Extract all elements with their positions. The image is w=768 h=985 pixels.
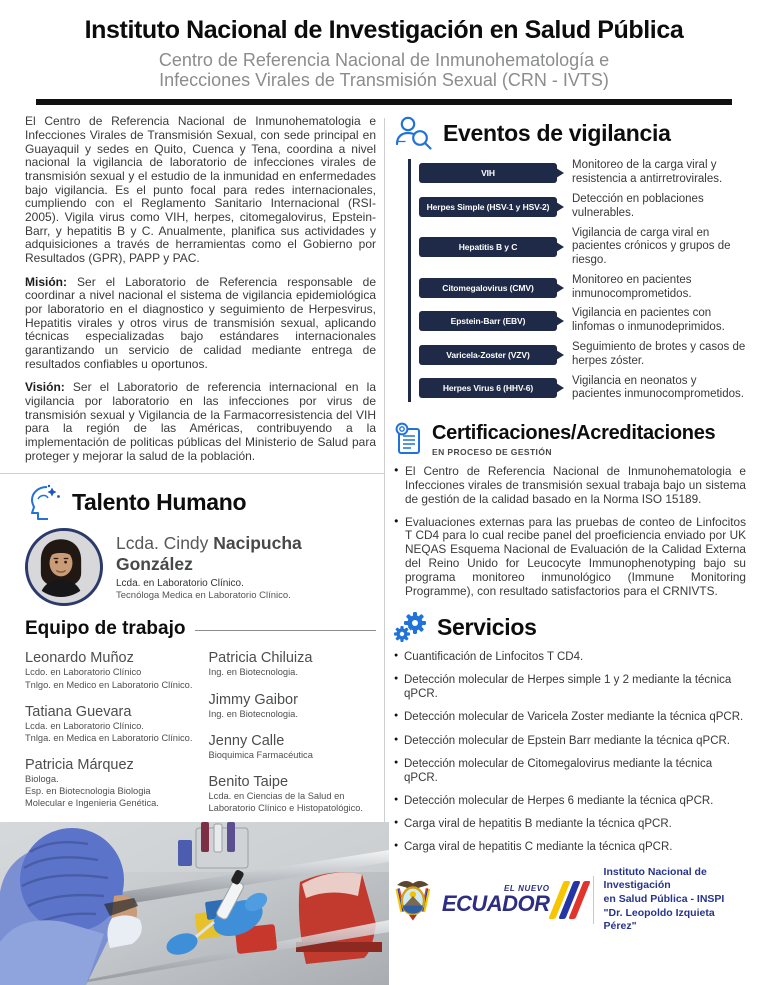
- team-heading-rule: [195, 630, 376, 631]
- event-desc: Seguimiento de brotes y casos de herpes zóster.: [572, 341, 746, 367]
- servicio-item: ● Detección molecular de Epstein Barr mediante la técnica qPCR.: [394, 734, 746, 748]
- member-name: Tatiana Guevara: [25, 703, 132, 720]
- team-column-right: [209, 650, 377, 813]
- footer-separator: [593, 876, 594, 924]
- member-role: Ing. en Biotecnologia.: [208, 708, 298, 719]
- footer-org-line-1: Instituto Nacional de Investigación: [603, 865, 707, 892]
- lead-name-regular: Lcda. Cindy: [116, 533, 214, 554]
- event-label: Herpes Simple (HSV-1 y HSV-2): [426, 201, 550, 212]
- event-tag: [419, 237, 557, 257]
- lead-role-1: Lcda. en Laboratorio Clínico.: [116, 578, 244, 590]
- gears-icon: [394, 612, 428, 642]
- event-tag: [419, 163, 557, 183]
- person-magnifier-icon: [394, 115, 434, 151]
- certificaciones-heading: Certificaciones/Acreditaciones: [432, 422, 716, 445]
- nuevo-ecuador-wordmark: [442, 885, 550, 915]
- lead-role-2: Tecnóloga Medica en Laboratorio Clínico.: [116, 590, 291, 602]
- event-label: Varicela-Zoster (VZV): [446, 349, 530, 360]
- member-role: Tnlga. en Medica en Laboratorio Clínico.: [25, 732, 193, 743]
- intro-paragraph: El Centro de Referencia Nacional de Inmunohematologia e Infecciones Virales de Transmisión Sexual, con sede principal en Guayaquil y sedes en Quito, Cuenca y Tena, coordina a nivel nacional la vigilancia de laboratorio de infecciones virales de transmisión sexual y el estudio de la inmunidad en enfermedades bajo vigilancia. Es el punto focal para redes internacionales, cumpliendo con el Reglamento Sanitario Internacional (RSI-2005). Vigila virus como VIH, herpes, citomegalovirus, Epstein-Barr, y hepatitis B y C. Anualmente, planifica sus actividades y adquisiciones a través de herramientas como el Gobierno por Resultados (GPR), PAPP y PAC.: [25, 114, 376, 266]
- nuevo-ecuador-logo: [442, 881, 583, 919]
- el-nuevo-label: EL NUEVO: [503, 883, 550, 893]
- member-name: Leonardo Muñoz: [25, 650, 134, 667]
- event-row: [419, 159, 746, 187]
- lead-card: [25, 528, 376, 606]
- mision-paragraph: [25, 276, 376, 372]
- right-column: [384, 105, 768, 933]
- talento-heading: Talento Humano: [72, 488, 247, 515]
- ecuador-label: ECUADOR: [441, 890, 550, 916]
- mision-text: Ser el Laboratorio de Referencia responsable de coordinar a nivel nacional el sistema de vigilancia epidemiológica por laboratorio en el diagnostico y seguimiento de Herpesvirus, Hepatitis virales y otros virus de transmisión sexual, aplicando técnicas especializadas bajo estándares internacionales garantizando un servicio de calidad mediante entrega de resultados confiables u oportunos.: [25, 274, 376, 371]
- team-member: [25, 704, 193, 744]
- page-title: Instituto Nacional de Investigación en Salud Pública: [84, 16, 684, 44]
- event-row: [419, 227, 746, 268]
- servicio-item: ● Detección molecular de Herpes simple 1 y 2 mediante la técnica qPCR.: [394, 673, 746, 701]
- member-name: Patricia Chiluiza: [208, 650, 313, 667]
- event-desc: Detección en poblaciones vulnerables.: [572, 192, 704, 219]
- event-desc: Vigilancia en neonatos y pacientes inmunocomprometidos.: [572, 374, 744, 401]
- member-name: Jimmy Gaibor: [208, 691, 298, 708]
- event-desc: Monitoreo en pacientes inmunocomprometidos.: [572, 273, 692, 300]
- eventos-heading: Eventos de vigilancia: [443, 119, 671, 146]
- column-divider: [384, 118, 385, 822]
- member-role: Bioquimica Farmacéutica: [208, 749, 313, 760]
- team-member: [209, 692, 377, 720]
- section-divider: [0, 473, 384, 474]
- footer: [394, 866, 746, 934]
- cert-bullet: ● El Centro de Referencia Nacional de Inmunohematologia e Infecciones virales de transmisión sexual trabaja bajo un sistema de gestión de la calidad basado en la Norma ISO 15189.: [394, 465, 746, 506]
- event-row: [419, 375, 746, 403]
- team-heading-row: [25, 618, 376, 640]
- servicio-item: ● Detección molecular de Varicela Zoster mediante la técnica qPCR.: [394, 710, 746, 724]
- event-tag: [419, 378, 557, 398]
- team-member: [209, 774, 377, 814]
- cindy-portrait-photo: [28, 531, 94, 597]
- member-name: Patricia Márquez: [25, 756, 134, 773]
- servicio-item: ● Carga viral de hepatitis C mediante la técnica qPCR.: [394, 840, 746, 854]
- lead-name-bold: Nacipucha González: [116, 533, 302, 575]
- laboratory-photo: [0, 822, 389, 985]
- member-name: Jenny Calle: [208, 732, 285, 749]
- certificaciones-heading-row: [394, 422, 746, 457]
- team-heading: Equipo de trabajo: [25, 618, 186, 640]
- team-member: [209, 650, 377, 678]
- footer-org-line-2: en Salud Pública - INSPI: [603, 892, 725, 905]
- team-member: [25, 757, 193, 809]
- certificaciones-subheading: EN PROCESO DE GESTIÓN: [432, 447, 552, 458]
- flag-stripes-icon: [548, 881, 590, 919]
- eventos-heading-row: [394, 115, 746, 151]
- event-desc: Vigilancia de carga viral en pacientes crónicos y grupos de riesgo.: [572, 226, 731, 267]
- member-role: Esp. en Biotecnologia Biologia Molecular e Ingenieria Genética.: [25, 785, 159, 808]
- event-label: Hepatitis B y C: [458, 242, 518, 253]
- page-subtitle: [0, 50, 768, 90]
- vision-label: Visión:: [25, 380, 65, 395]
- event-row: [419, 193, 746, 221]
- team-member: [209, 733, 377, 761]
- avatar: [25, 528, 103, 606]
- event-desc: Monitoreo de la carga viral y resistencia a antirretrovirales.: [572, 159, 723, 186]
- team-column-left: [25, 650, 193, 813]
- member-role: Lcdo. en Laboratorio Clínico: [25, 667, 142, 678]
- vision-text: Ser el Laboratorio de referencia internacional en la vigilancia por laboratorio en las infecciones por virus de transmisión sexual y Vigilancia de la Farmacorresistencia del VIH para la región de las Américas, contribuyendo a la implementación de politicas públicas del Ministerio de Salud para proteger y mejorar la salud de la población.: [25, 380, 376, 463]
- member-role: Lcda. en Ciencias de la Salud en Laboratorio Clínico e Histopatológico.: [208, 790, 364, 813]
- event-tag: [419, 345, 557, 365]
- event-tag: [419, 311, 557, 331]
- event-label: Herpes Virus 6 (HHV-6): [442, 383, 534, 394]
- event-label: VIH: [481, 168, 495, 179]
- servicios-list: [394, 650, 746, 853]
- footer-org-line-3: "Dr. Leopoldo Izquieta Pérez": [603, 906, 715, 933]
- left-column: [0, 105, 384, 814]
- member-role: Lcda. en Laboratorio Clínico.: [25, 720, 144, 731]
- event-label: Citomegalovirus (CMV): [442, 282, 534, 293]
- ecuador-coat-of-arms: [394, 872, 432, 928]
- event-tag: [419, 197, 557, 217]
- servicio-item: ● Detección molecular de Citomegalovirus mediante la técnica qPCR.: [394, 757, 746, 785]
- member-role: Biologa.: [25, 773, 59, 784]
- cert-bullet: ● Evaluaciones externas para las pruebas de conteo de Linfocitos T CD4 para lo cual recibe panel del proeficiencia enviado por UK NEQAS Esquema Nacional de Evaluación de la Calidad Externa del Reino Unido for Leucocyte Immunophenotyping bajo su programa monitoreo inmunológico (Immune Monitoring Programme), con resultado satisfactorios para el CRNIVTS.: [394, 516, 746, 599]
- event-tag: [419, 278, 557, 298]
- servicios-heading-row: [394, 612, 746, 642]
- event-row: [419, 307, 746, 335]
- event-label: Epstein-Barr (EBV): [450, 316, 526, 327]
- member-name: Benito Taipe: [208, 773, 289, 790]
- event-row: [419, 341, 746, 369]
- mision-label: Misión:: [25, 274, 67, 289]
- vision-paragraph: [25, 381, 376, 463]
- footer-org-text: [604, 866, 746, 934]
- member-role: Ing. en Biotecnologia.: [208, 667, 298, 678]
- servicio-item: ● Carga viral de hepatitis B mediante la técnica qPCR.: [394, 817, 746, 831]
- event-row: [419, 274, 746, 302]
- team-member: [25, 650, 193, 690]
- head-sparkles-icon: [25, 484, 63, 520]
- subtitle-line-1: Centro de Referencia Nacional de Inmunohematología e: [158, 50, 610, 70]
- servicios-heading: Servicios: [437, 613, 537, 640]
- certificate-ribbon-icon: [394, 422, 424, 456]
- talento-heading-row: [25, 484, 376, 520]
- lead-info: [116, 533, 376, 601]
- header: [0, 0, 768, 105]
- events-list: [408, 159, 746, 402]
- lead-name: [116, 533, 376, 575]
- certificaciones-titles: [432, 422, 715, 457]
- team-grid: [25, 650, 376, 813]
- servicio-item: ● Detección molecular de Herpes 6 mediante la técnica qPCR.: [394, 794, 746, 808]
- event-desc: Vigilancia en pacientes con linfomas o inmunodeprimidos.: [572, 307, 725, 334]
- subtitle-line-2: Infecciones Virales de Transmisión Sexual (CRN - IVTS): [159, 70, 609, 91]
- servicio-item: ● Cuantificación de Linfocitos T CD4.: [394, 650, 746, 664]
- member-role: Tnlgo. en Medico en Laboratorio Clínico.: [25, 679, 193, 690]
